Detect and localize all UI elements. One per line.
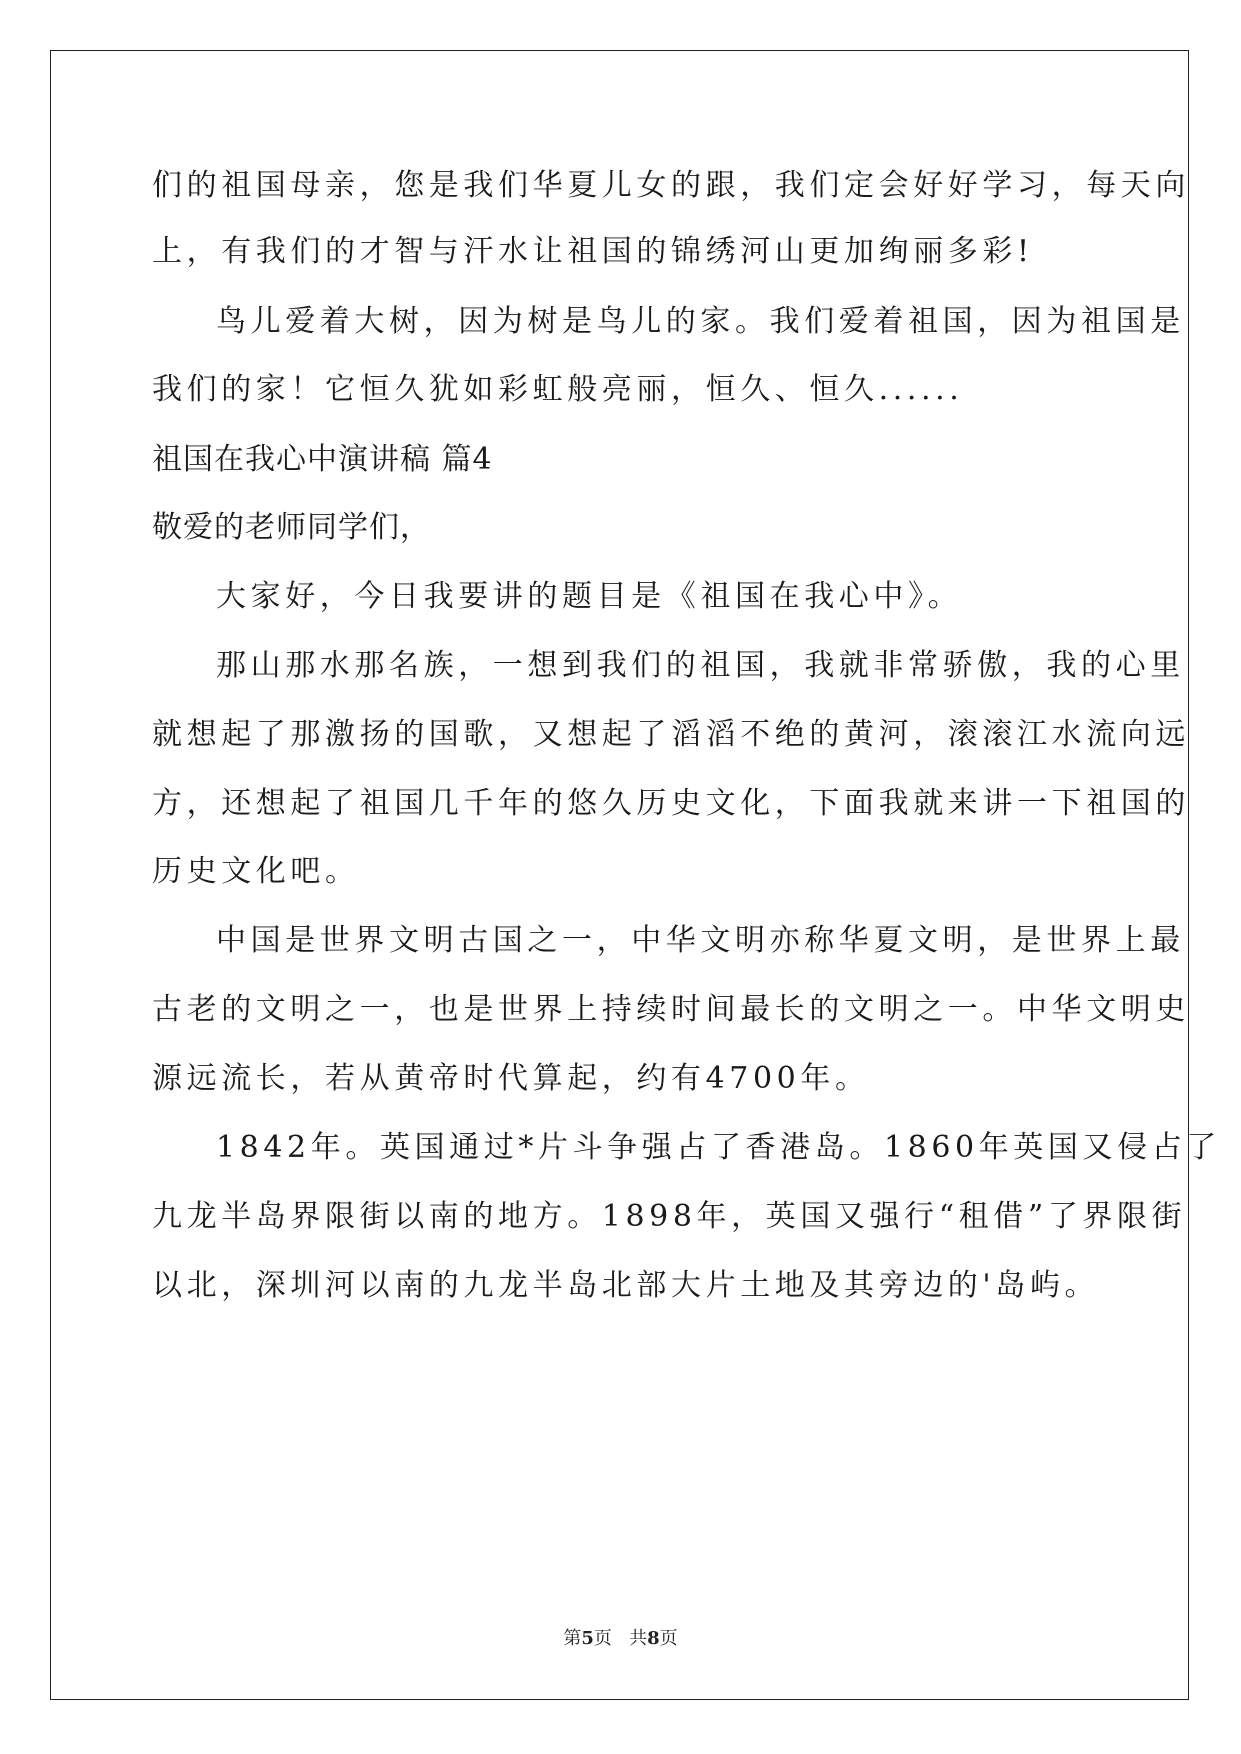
text-line: 上，有我们的才智与汗水让祖国的锦绣河山更加绚丽多彩! xyxy=(152,234,1034,269)
page-number-total: 8 xyxy=(647,1628,660,1649)
text-line: 们的祖国母亲，您是我们华夏儿女的跟，我们定会好好学习，每天向 xyxy=(152,168,1190,203)
text-line: 那山那水那名族，一想到我们的祖国，我就非常骄傲，我的心里 xyxy=(216,648,1185,683)
page-number-prefix: 第 xyxy=(563,1628,582,1649)
page-number-mid: 页 共 xyxy=(593,1628,648,1649)
text-line: 就想起了那激扬的国歌，又想起了滔滔不绝的黄河，滚滚江水流向远 xyxy=(152,717,1190,752)
text-line: 鸟儿爱着大树，因为树是鸟儿的家。我们爱着祖国，因为祖国是 xyxy=(216,304,1185,339)
text-line: 大家好，今日我要讲的题目是《祖国在我心中》。 xyxy=(216,579,963,614)
page-footer xyxy=(0,1624,1241,1650)
text-line: 我们的家！它恒久犹如彩虹般亮丽，恒久、恒久...... xyxy=(152,372,964,407)
salutation: 敬爱的老师同学们， xyxy=(152,510,431,545)
text-line: 1842年。英国通过*片斗争强占了香港岛。1860年英国又侵占了 xyxy=(216,1130,1221,1165)
page-number-current: 5 xyxy=(581,1628,594,1649)
text-line: 历史文化吧。 xyxy=(152,854,360,889)
text-line: 以北，深圳河以南的九龙半岛北部大片土地及其旁边的'岛屿。 xyxy=(152,1268,1100,1303)
page-number-suffix: 页 xyxy=(659,1628,678,1649)
text-line: 古老的文明之一，也是世界上持续时间最长的文明之一。中华文明史 xyxy=(152,992,1190,1027)
section-heading: 祖国在我心中演讲稿 篇4 xyxy=(152,442,493,477)
text-line: 中国是世界文明古国之一，中华文明亦称华夏文明，是世界上最 xyxy=(216,923,1185,958)
text-line: 九龙半岛界限街以南的地方。1898年，英国又强行“租借”了界限街 xyxy=(152,1199,1187,1234)
text-line: 方，还想起了祖国几千年的悠久历史文化，下面我就来讲一下祖国的 xyxy=(152,786,1190,821)
text-line: 源远流长，若从黄帝时代算起，约有4700年。 xyxy=(152,1061,870,1096)
